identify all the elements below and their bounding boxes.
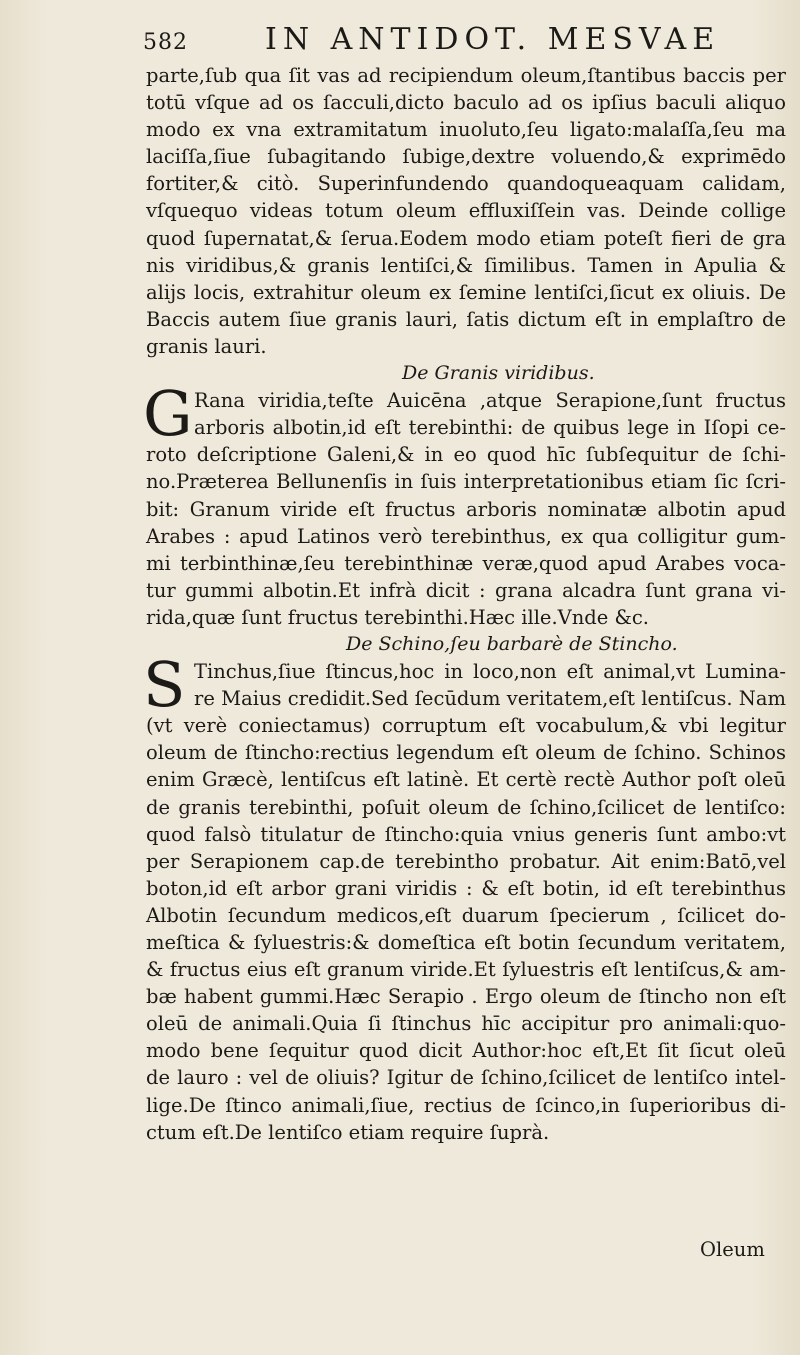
text-line: modo bene ſequitur quod dicit Author:hoc eſt,Et ſit ſicut oleū	[146, 1039, 786, 1063]
section-heading-de-schino: De Schino,ſeu barbarè de Stincho.	[346, 632, 678, 655]
text-line: totū vſque ad os ſacculi,dicto baculo ad os ipſius baculi aliquo	[146, 91, 786, 115]
text-line: Albotin ſecundum medicos,eſt duarum ſpecierum , ſcilicet do-	[146, 903, 786, 927]
text-line: ctum eſt.De lentiſco etiam require ſuprà.	[146, 1120, 550, 1144]
text-line: quod ſupernatat,& ſerua.Eodem modo etiam poteſt fieri de gra	[146, 226, 786, 250]
text-line: boton,id eſt arbor grani viridis : & eſt botin, id eſt terebinthus	[146, 876, 786, 900]
running-title: IN ANTIDOT. MESVAE	[265, 22, 721, 57]
catchword: Oleum	[700, 1238, 765, 1261]
text-line: modo ex vna extramitatum inuoluto,ſeu ligato:malaſſa,ſeu ma	[146, 118, 786, 142]
paragraph-de-schino	[143, 648, 786, 1146]
text-line: Arabes : apud Latinos verò terebinthus, ex qua colligitur gum-	[146, 524, 786, 548]
text-block	[143, 62, 786, 1146]
text-line: no.Præterea Bellunenſis in ſuis interpretationibus etiam ſic ſcri-	[146, 470, 786, 494]
text-line: mi terbinthinæ,ſeu terebinthinæ veræ,quod apud Arabes voca-	[146, 551, 786, 575]
text-line: Baccis autem ſiue granis lauri, ſatis dictum eſt in emplaſtro de	[146, 307, 786, 331]
text-line: per Serapionem cap.de terebintho probatur. Ait enim:Batō,vel	[146, 849, 786, 873]
text-line: oleum de ſtincho:rectius legendum eſt oleum de ſchino. Schinos	[146, 741, 786, 765]
text-line: re Maius credidit.Sed ſecūdum veritatem,eſt lentiſcus. Nam	[194, 687, 786, 711]
text-line: nis viridibus,& granis lentiſci,& ſimilibus. Tamen in Apulia &	[146, 253, 786, 277]
drop-cap-letter: G	[143, 377, 193, 451]
text-line: bit: Granum viride eſt fructus arboris nominatæ albotin apud	[146, 497, 786, 521]
text-line: roto deſcriptione Galeni,& in eo quod hīc ſubſequitur de ſchi-	[146, 443, 786, 467]
text-line: enim Græcè, lentiſcus eſt latinè. Et certè rectè Author poſt oleū	[146, 768, 786, 792]
section-heading-granis-viridibus: De Granis viridibus.	[402, 362, 595, 385]
page-number: 582	[143, 30, 188, 55]
text-line: meſtica & ſyluestris:& domeſtica eſt botin ſecundum veritatem,	[146, 931, 786, 954]
text-line: de granis terebinthi, poſuit oleum de ſchino,ſcilicet de lentiſco:	[146, 795, 786, 819]
text-line: & fructus eius eſt granum viride.Et ſyluestris eſt lentiſcus,& am-	[146, 958, 786, 982]
drop-cap-letter: S	[143, 648, 186, 722]
text-line: de lauro : vel de oliuis? Igitur de ſchino,ſcilicet de lentiſco intel-	[146, 1066, 786, 1090]
text-line: Rana viridia,teſte Auicēna ,atque Serapione,ſunt fructus	[194, 389, 786, 413]
text-line: laciſſa,ſiue ſubagitando ſubige,dextre voluendo,& exprimēdo	[146, 145, 786, 169]
text-line: (vt verè coniectamus) corruptum eſt vocabulum,& vbi legitur	[146, 714, 786, 738]
text-line: granis lauri.	[146, 334, 267, 358]
text-line: bæ habent gummi.Hæc Serapio . Ergo oleum de ſtincho non eſt	[146, 985, 786, 1009]
text-line: fortiter,& citò. Superinfundendo quandoqueaquam calidam,	[146, 172, 786, 196]
text-line: lige.De ſtinco animali,ſiue, rectius de ſcinco,in ſuperioribus di-	[146, 1093, 786, 1117]
text-line: alijs locis, extrahitur oleum ex ſemine lentiſci,ſicut ex oliuis. De	[146, 280, 786, 304]
text-line: parte,ſub qua ſit vas ad recipiendum oleum,ſtantibus baccis per	[146, 64, 786, 87]
page-header	[143, 22, 783, 56]
text-line: quod falsò titulatur de ſtincho:quia vnius generis ſunt ambo:vt	[146, 822, 786, 846]
text-line: tur gummi albotin.Et infrà dicit : grana alcadra ſunt grana vi-	[146, 578, 786, 602]
text-line: Tinchus,ſiue ſtincus,hoc in loco,non eſt animal,vt Lumina-	[194, 660, 786, 684]
paragraph-grana-lauri	[146, 62, 786, 360]
text-line: vſquequo videas totum oleum effluxiſſein vas. Deinde collige	[146, 199, 786, 223]
text-line: oleū de animali.Quia ſi ſtinchus hīc accipitur pro animali:quo-	[146, 1012, 786, 1036]
paragraph-granis-viridibus	[143, 377, 786, 631]
text-line: arboris albotin,id eſt terebinthi: de quibus lege in Iſopi ce-	[194, 416, 786, 440]
text-line: rida,quæ ſunt fructus terebinthi.Hæc ille.Vnde &c.	[146, 605, 650, 629]
